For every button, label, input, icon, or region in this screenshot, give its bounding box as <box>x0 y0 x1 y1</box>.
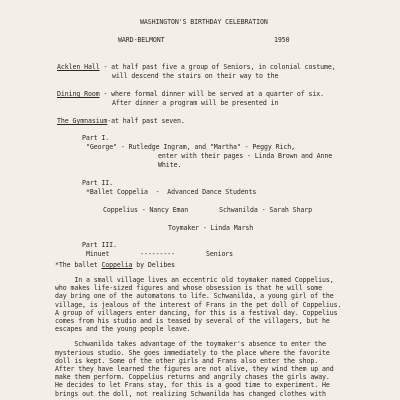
dining-room-text-2: After dinner a program will be presented in <box>112 99 279 107</box>
story-p2-line-4: After they have learned the figures are not alive, they wind them up and <box>55 365 334 373</box>
story-p2-line-1: Schwanilda takes advantage of the toymaker's absence to enter the <box>55 340 326 349</box>
part-1-line-3: White. <box>158 161 182 169</box>
ballet-footnote <box>55 261 175 269</box>
part-2-line-3: Toymaker - Linda Marsh <box>168 224 254 232</box>
story-p1-line-7: escapes and the young people leave. <box>55 325 191 334</box>
footnote-suffix: by Delibes <box>132 261 175 269</box>
story-p2-line-5: make them perform. Coppelius returns and angrily chases the girls away. <box>55 373 330 382</box>
story-p1-line-2: who makes life-sized figures and whose obsession is that he will some <box>55 284 323 293</box>
acklen-hall-label: Acklen Hall <box>57 63 100 71</box>
dining-room-label: Dining Room <box>57 90 100 98</box>
gymnasium-text: -at half past seven. <box>107 117 185 125</box>
school-name: WARD-BELMONT <box>118 36 165 44</box>
story-p1-line-1: In a small village lives an eccentric old toymaker named Coppelius, <box>55 276 334 284</box>
acklen-hall-text-2: will descend the stairs on their way to the <box>112 72 279 80</box>
gymnasium-entry <box>57 117 185 125</box>
acklen-hall-text: - at half past five a group of Seniors, in colonial costume, <box>99 63 336 71</box>
story-p2-line-2: mysterious studio. She goes immediately to the place where the favorite <box>55 348 330 357</box>
part-2-line-1: *Ballet Coppelia - Advanced Dance Students <box>86 188 257 196</box>
story-p1-line-4: village, is jealous of the interest of Frans in the pet doll of Coppelius. <box>55 300 342 309</box>
part-1-line-1: "George" - Rutledge Ingram, and "Martha" - Peggy Rich, <box>86 143 295 151</box>
dining-room-text: - where formal dinner will be served at a quarter of six. <box>99 90 325 98</box>
part-1-line-2: enter with their pages - Linda Brown and Anne <box>158 152 333 160</box>
footnote-ballet-title: Coppelia <box>101 261 133 269</box>
part-2-line-2: Coppelius - Nancy Eman Schwanilda - Sarah Sharp <box>103 206 312 214</box>
story-p1-line-3: day bring one of the automatons to life. Schwanilda, a young girl of the <box>55 292 334 301</box>
story-p1-line-6: comes from his studio and is teased by several of the villagers, but he <box>55 317 330 325</box>
footnote-prefix: *The ballet <box>55 261 102 269</box>
part-3-heading: Part III. <box>82 241 117 249</box>
acklen-hall-entry <box>57 63 336 71</box>
document-title: WASHINGTON'S BIRTHDAY CELEBRATION <box>140 18 268 26</box>
story-p2-line-3: doll is kept. Some of the other girls and Frans also enter the shop. <box>55 356 319 365</box>
dining-room-entry <box>57 90 324 98</box>
story-p2-line-7: brings out the doll, not realizing Schwanilda has changed clothes with <box>55 389 326 398</box>
gymnasium-label: The Gymnasium <box>57 117 108 125</box>
story-p2-line-6: He decides to let Frans stay, for this is a good time to experiment. He <box>55 381 330 390</box>
part-3-line-1: Minuet --------- Seniors <box>86 250 234 258</box>
event-year: 1950 <box>274 36 290 44</box>
story-p1-line-5: A group of villagers enter dancing, for this is a festival day. Coppelius <box>55 308 338 317</box>
part-2-heading: Part II. <box>82 179 113 187</box>
part-1-heading: Part I. <box>82 134 110 142</box>
